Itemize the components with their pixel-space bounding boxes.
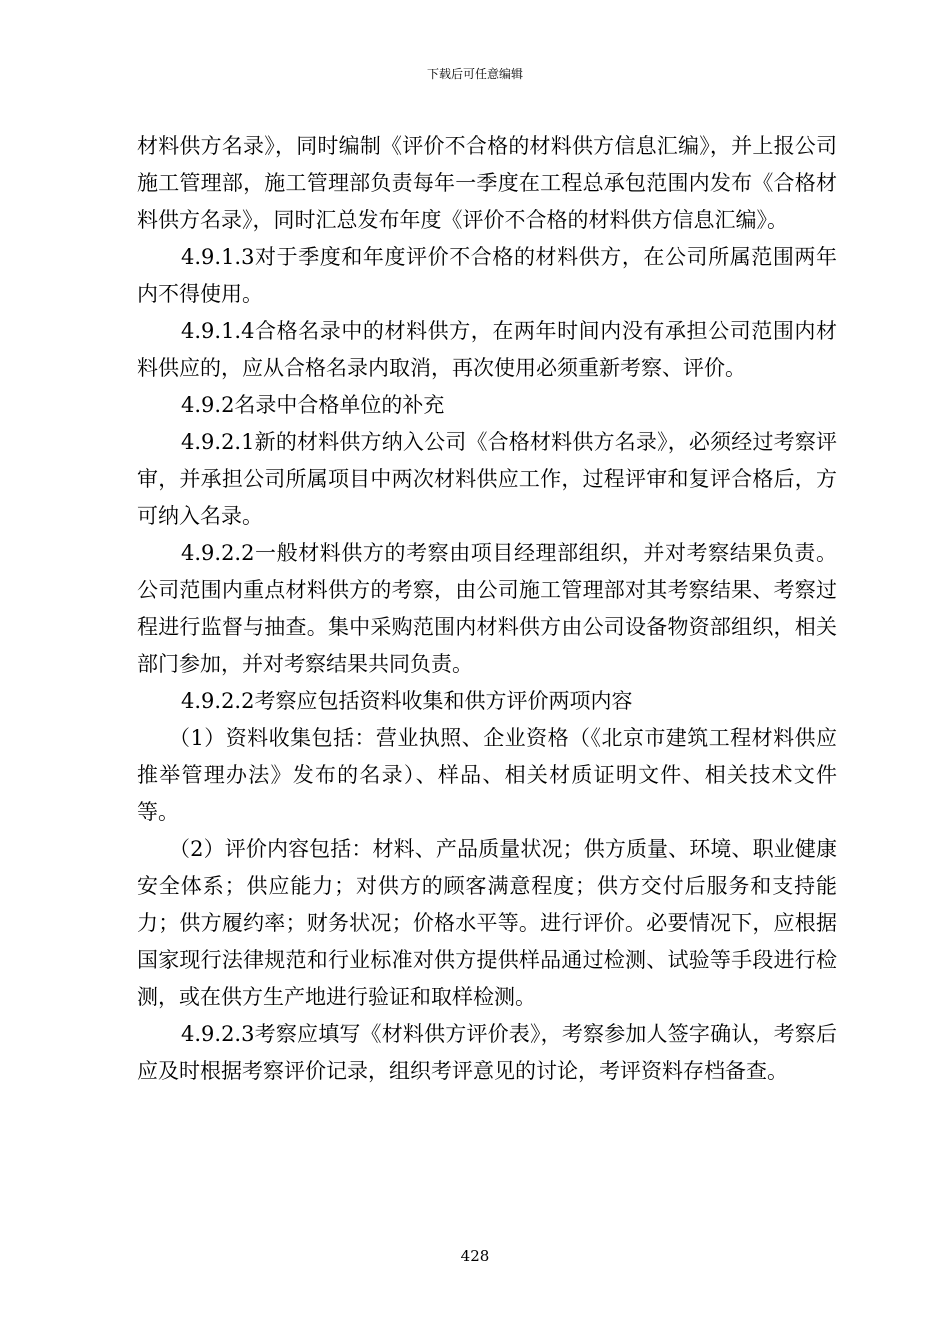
paragraph-4-9-2-2-a: 4.9.2.2一般材料供方的考察由项目经理部组织，并对考察结果负责。公司范围内重点材料供方的考察，由公司施工管理部对其考察结果、考察过程进行监督与抽查。集中采购范围内材料供方由公司设备物资部组织，相关部门参加，并对考察结果共同负责。 [137, 541, 837, 676]
section-heading-4-9-2: 4.9.2名录中合格单位的补充 [181, 393, 445, 417]
paragraph-4-9-1-4: 4.9.1.4合格名录中的材料供方，在两年时间内没有承担公司范围内材料供应的，应从合格名录内取消，再次使用必须重新考察、评价。 [137, 319, 837, 380]
paragraph-4-9-2-1: 4.9.2.1新的材料供方纳入公司《合格材料供方名录》，必须经过考察评审，并承担公司所属项目中两次材料供应工作，过程评审和复评合格后，方可纳入名录。 [137, 430, 837, 528]
paragraph-4-9-2-2-b: 4.9.2.2考察应包括资料收集和供方评价两项内容 [181, 689, 633, 713]
list-item-2: （2）评价内容包括：材料、产品质量状况；供方质量、环境、职业健康安全体系；供应能力；对供方的顾客满意程度；供方交付后服务和支持能力；供方履约率；财务状况；价格水平等。进行评价。必要情况下，应根据国家现行法律规范和行业标准对供方提供样品通过检测、试验等手段进行检测，或在供方生产地进行验证和取样检测。 [137, 837, 837, 1009]
paragraph-4-9-1-3: 4.9.1.3对于季度和年度评价不合格的材料供方，在公司所属范围两年内不得使用。 [137, 245, 837, 306]
page-header: 下载后可任意编辑 [426, 67, 523, 81]
page-number: 428 [460, 1247, 490, 1265]
list-item-1: （1）资料收集包括：营业执照、企业资格（《北京市建筑工程材料供应推举管理办法》发布的名录）、样品、相关材质证明文件、相关技术文件等。 [137, 726, 837, 824]
paragraph-continuation: 材料供方名录》，同时编制《评价不合格的材料供方信息汇编》，并上报公司施工管理部，施工管理部负责每年一季度在工程总承包范围内发布《合格材料供方名录》，同时汇总发布年度《评价不合格的材料供方信息汇编》。 [137, 134, 837, 232]
document-body [137, 128, 837, 1090]
paragraph-4-9-2-3: 4.9.2.3考察应填写《材料供方评价表》，考察参加人签字确认，考察后应及时根据考察评价记录，组织考评意见的讨论，考评资料存档备查。 [137, 1022, 837, 1083]
